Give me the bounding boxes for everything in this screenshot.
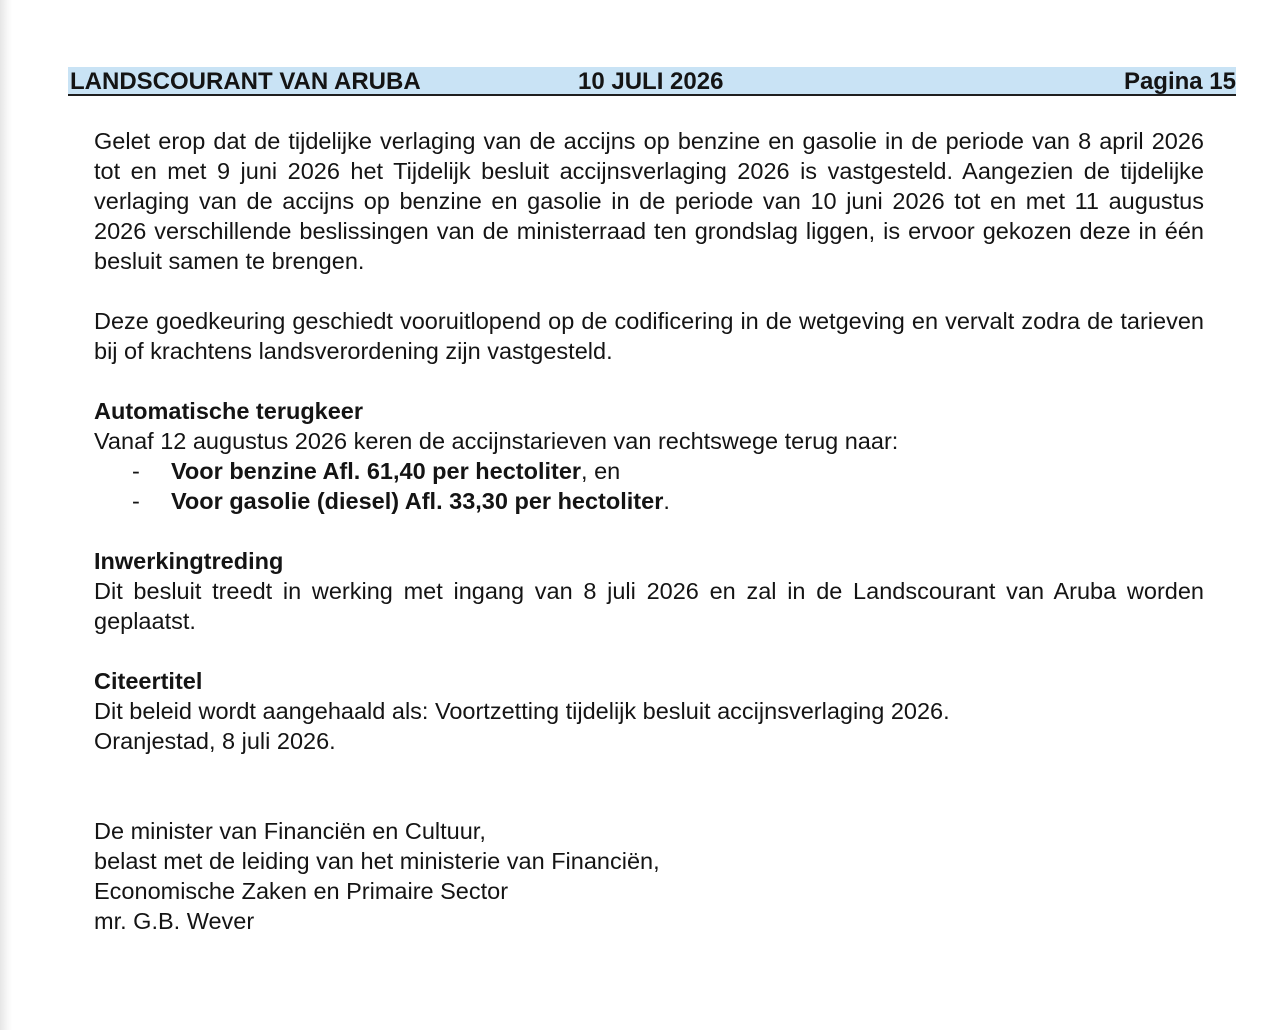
signature-line: belast met de leiding van het ministerie van Financiën, bbox=[94, 848, 660, 874]
place-date: Oranjestad, 8 juli 2026. bbox=[94, 728, 336, 754]
section-automatic-return bbox=[94, 396, 1204, 516]
section-intro: Vanaf 12 augustus 2026 keren de accijnstarieven van rechtswege terug naar: bbox=[94, 428, 899, 454]
section-citation-title bbox=[94, 666, 1204, 726]
list-item-tail: . bbox=[663, 488, 670, 514]
document-body bbox=[94, 126, 1204, 936]
signature-name: mr. G.B. Wever bbox=[94, 908, 255, 934]
list-item bbox=[94, 456, 1204, 486]
section-text: Dit besluit treedt in werking met ingang van 8 juli 2026 en zal in de Landscourant van Aruba worden geplaatst. bbox=[94, 578, 1204, 634]
rate-benzine: Voor benzine Afl. 61,40 per hectoliter bbox=[171, 458, 582, 484]
rate-gasolie: Voor gasolie (diesel) Afl. 33,30 per hectoliter bbox=[171, 488, 664, 514]
page-header bbox=[68, 67, 1236, 96]
paragraph-excise-reduction: Gelet erop dat de tijdelijke verlaging van de accijns op benzine en gasolie in de periode van 8 april 2026 tot en met 9 juni 2026 het Tijdelijk besluit accijnsverlaging 2026 is vastgesteld. Aangezien de tijdelijke verlaging van de accijns op benzine en gasolie in de periode van 10 juni 2026 tot en met 11 augustus 2026 verschillende beslissingen van de ministerraad ten grondslag liggen, is ervoor gekozen deze in één besluit samen te brengen. bbox=[94, 128, 1204, 274]
section-text: Dit beleid wordt aangehaald als: Voortzetting tijdelijk besluit accijnsverlaging 2026. bbox=[94, 698, 950, 724]
signature-line: Economische Zaken en Primaire Sector bbox=[94, 878, 509, 904]
section-effective-date bbox=[94, 546, 1204, 636]
rate-list bbox=[94, 456, 1204, 516]
paragraph-approval: Deze goedkeuring geschiedt vooruitlopend op de codificering in de wetgeving en vervalt zodra de tarieven bij of krachtens landsverordening zijn vastgesteld. bbox=[94, 308, 1204, 364]
signature-line: De minister van Financiën en Cultuur, bbox=[94, 818, 486, 844]
list-dash: - bbox=[132, 458, 140, 484]
section-heading: Citeertitel bbox=[94, 668, 203, 694]
section-heading: Automatische terugkeer bbox=[94, 398, 364, 424]
header-page-number: Pagina 15 bbox=[1123, 68, 1236, 95]
signature-block bbox=[94, 816, 1204, 936]
header-date: 10 JULI 2026 bbox=[578, 68, 724, 95]
page-edge-shadow bbox=[0, 0, 12, 1030]
section-heading: Inwerkingtreding bbox=[94, 548, 284, 574]
list-item bbox=[94, 486, 1204, 516]
header-title: LANDSCOURANT VAN ARUBA bbox=[70, 68, 421, 95]
list-dash: - bbox=[132, 488, 140, 514]
list-item-tail: , en bbox=[581, 458, 621, 484]
